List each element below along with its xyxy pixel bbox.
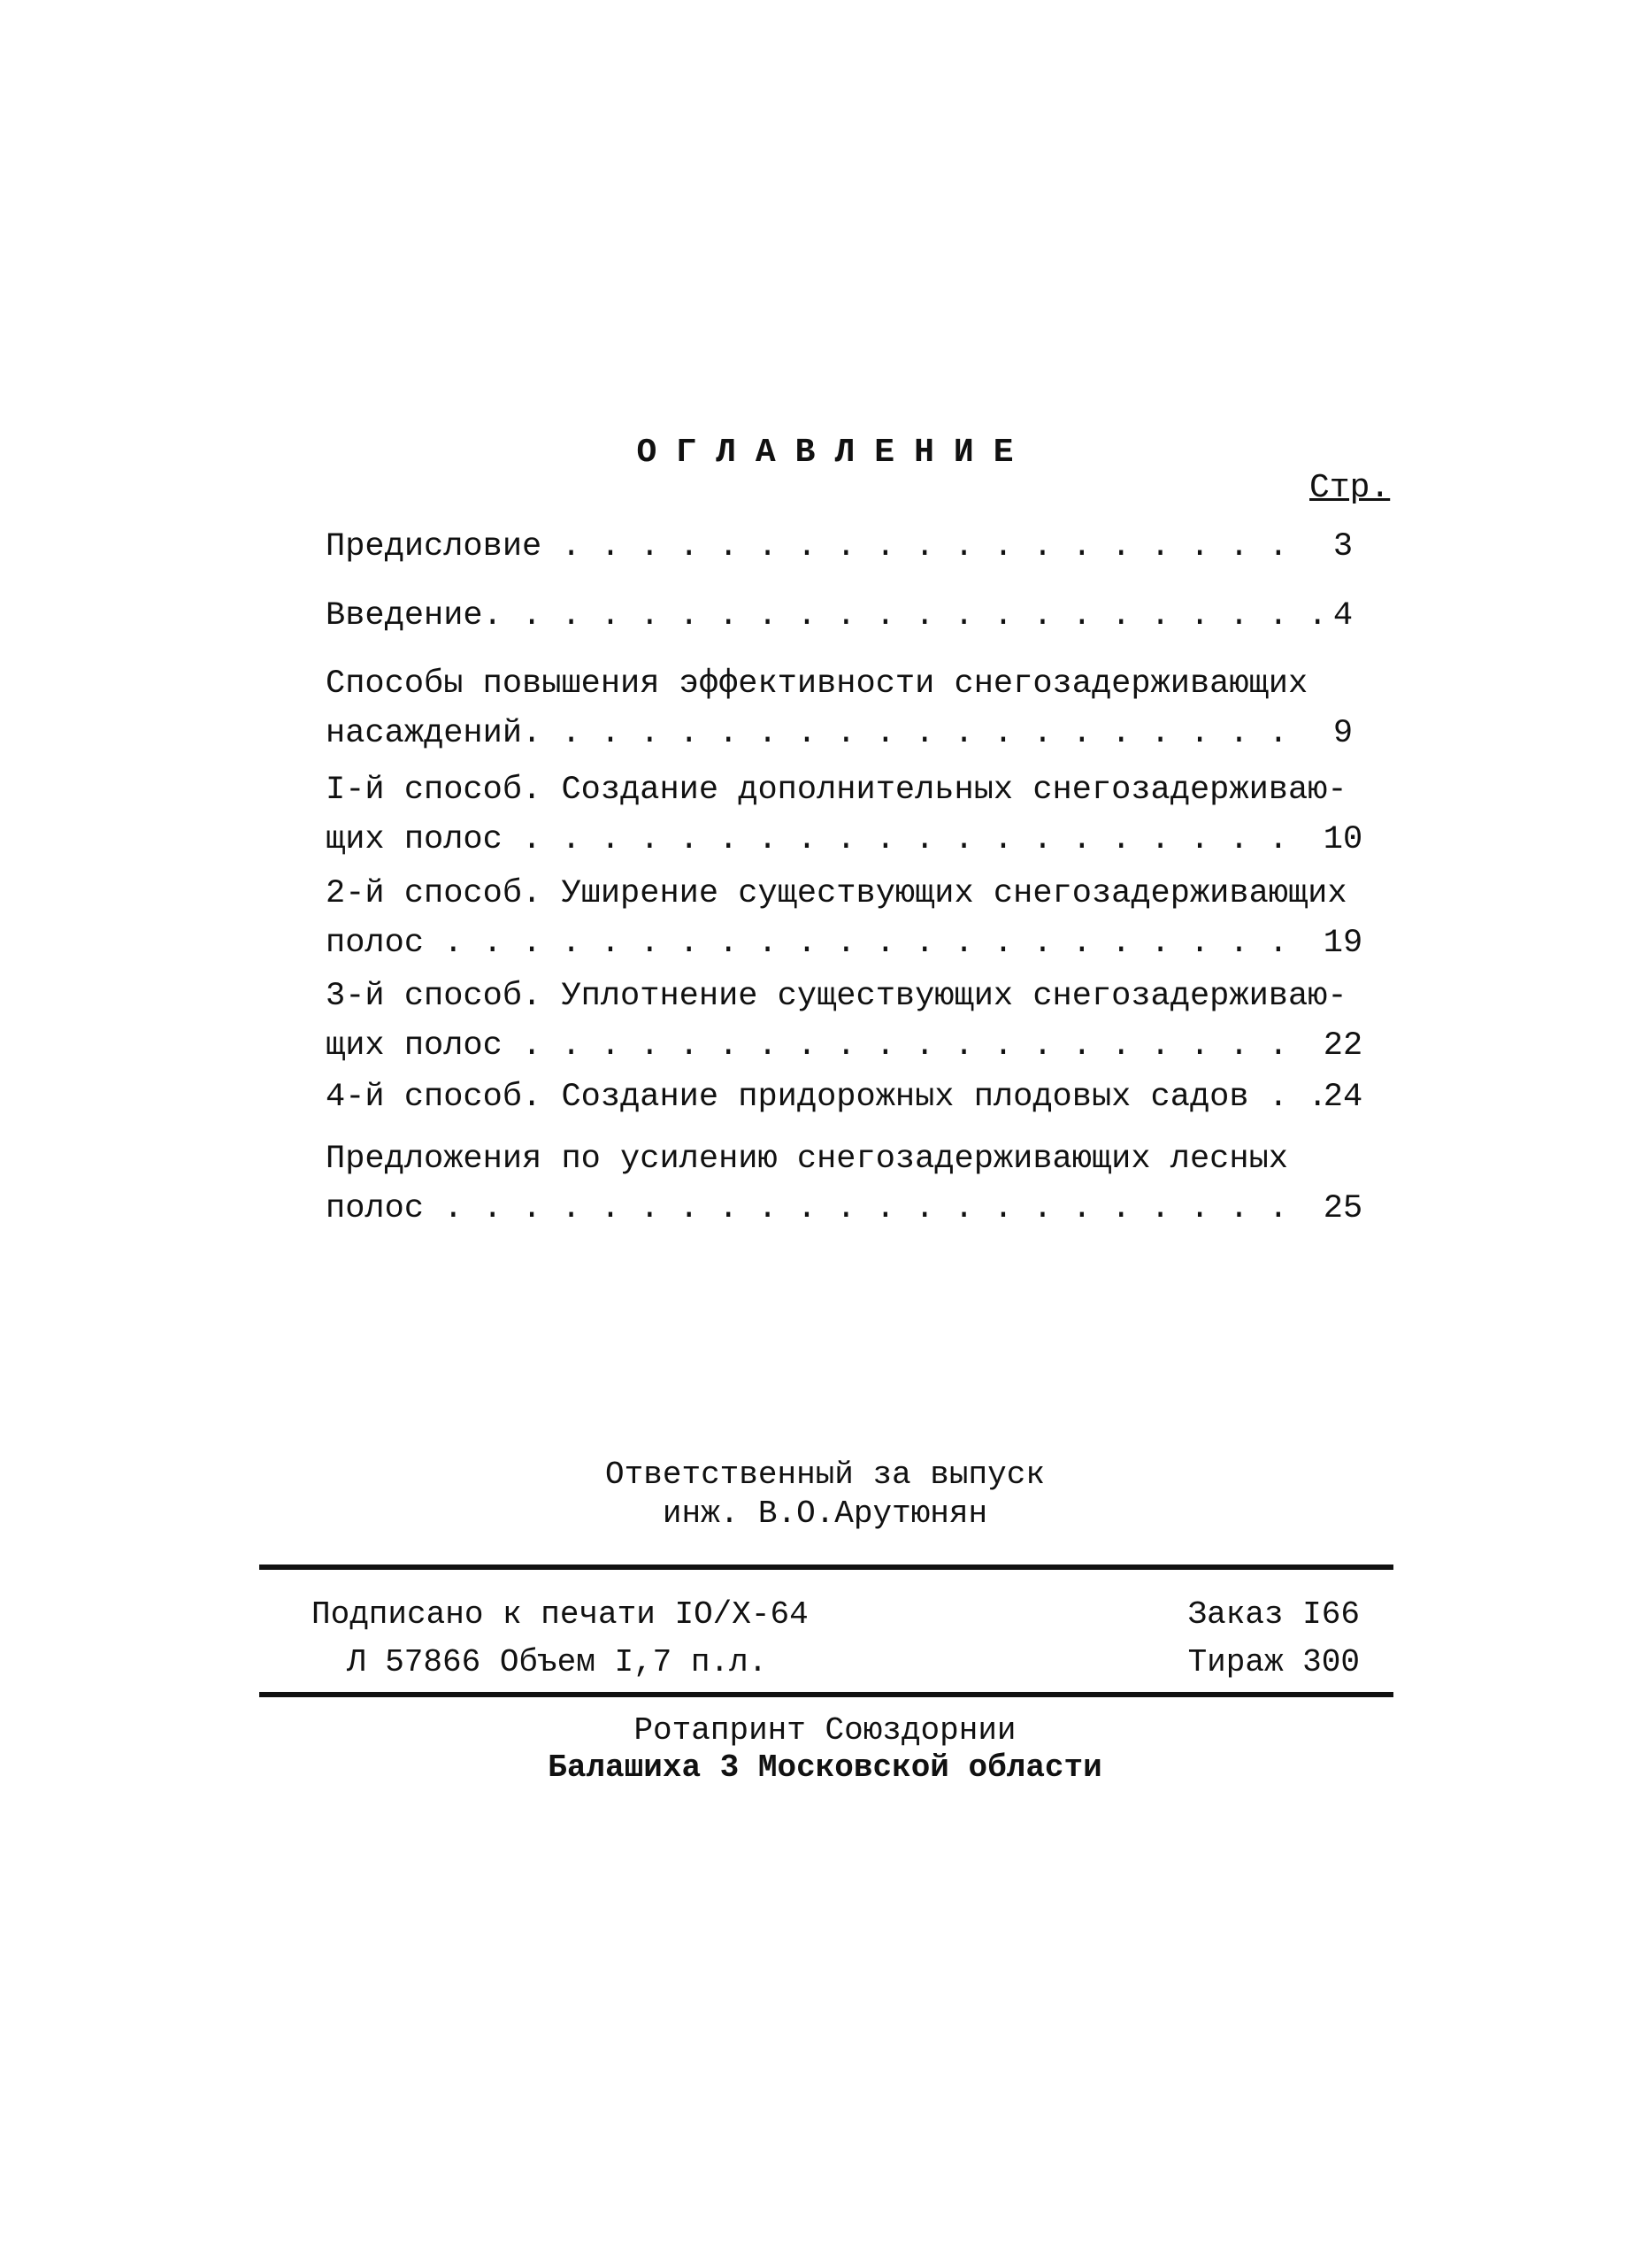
toc-entry-line: Введение. . . . . . . . . . . . . . . . . . . . . . <box>326 597 1328 634</box>
toc-entry-method-4 <box>326 1072 1378 1122</box>
printer-location: Балашиха 3 Московской области <box>548 1749 1102 1786</box>
toc-entry-page: 10 <box>1323 821 1363 858</box>
toc-entry-page: 3 <box>1332 528 1354 565</box>
toc-entry-page: 9 <box>1332 715 1354 752</box>
print-run: Тираж 300 <box>1187 1644 1360 1680</box>
toc-entry-line: 2-й способ. Уширение существующих снегозадерживающих <box>326 875 1347 912</box>
toc-entry-line: Способы повышения эффективности снегозадерживающих <box>326 665 1308 703</box>
toc-entry-preface <box>326 522 1378 572</box>
toc-entry-method-1 <box>326 765 1378 865</box>
toc-entry-line: I-й способ. Создание дополнительных снегозадерживаю- <box>326 772 1347 809</box>
toc-entry-page: 4 <box>1332 597 1354 634</box>
printer-info <box>0 1712 1650 1787</box>
responsible-name: инж. В.О.Арутюнян <box>662 1495 988 1532</box>
toc-entry-line: насаждений. . . . . . . . . . . . . . . . . . . . <box>326 715 1288 752</box>
imprint-row <box>311 1639 1360 1687</box>
bottom-rule <box>259 1692 1393 1697</box>
responsible-editor <box>0 1456 1650 1534</box>
toc-entry-method-3 <box>326 972 1378 1071</box>
toc-entry-method-2 <box>326 869 1378 968</box>
toc-entry-page: 24 <box>1323 1079 1363 1116</box>
toc-entry-line: 4-й способ. Создание придорожных плодовых садов . . <box>326 1079 1328 1116</box>
imprint-block <box>311 1591 1360 1687</box>
toc-entry-line: щих полос . . . . . . . . . . . . . . . . . . . . <box>326 821 1288 858</box>
toc-entry-line: Предисловие . . . . . . . . . . . . . . . . . . . <box>326 528 1288 565</box>
printer-name: Ротапринт Союздорнии <box>633 1712 1017 1749</box>
toc-entry-page: 19 <box>1323 925 1363 962</box>
toc-entry-proposals <box>326 1134 1378 1234</box>
toc-entry-introduction <box>326 591 1378 641</box>
top-rule <box>259 1565 1393 1570</box>
responsible-label: Ответственный за выпуск <box>605 1457 1045 1493</box>
toc-entry-line: щих полос . . . . . . . . . . . . . . . . . . . . <box>326 1027 1288 1065</box>
toc-entry-line: 3-й способ. Уплотнение существующих снегозадерживаю- <box>326 978 1347 1015</box>
toc-entry-methods <box>326 659 1378 758</box>
toc-entry-page: 25 <box>1323 1190 1363 1227</box>
signed-to-print: Подписано к печати IO/X-64 <box>311 1596 809 1633</box>
order-number: Заказ I66 <box>1187 1596 1360 1633</box>
page-column-header: Стр. <box>1309 469 1391 507</box>
toc-entry-page: 22 <box>1323 1027 1363 1065</box>
license-volume: Л 57866 Объем I,7 п.л. <box>347 1644 768 1680</box>
toc-entry-line: Предложения по усилению снегозадерживающих лесных <box>326 1141 1288 1178</box>
toc-title: ОГЛАВЛЕНИЕ <box>636 434 1033 472</box>
imprint-row <box>311 1591 1360 1639</box>
toc-entry-line: полос . . . . . . . . . . . . . . . . . . . . . . <box>326 1190 1288 1227</box>
toc-entry-line: полос . . . . . . . . . . . . . . . . . . . . . . <box>326 925 1288 962</box>
